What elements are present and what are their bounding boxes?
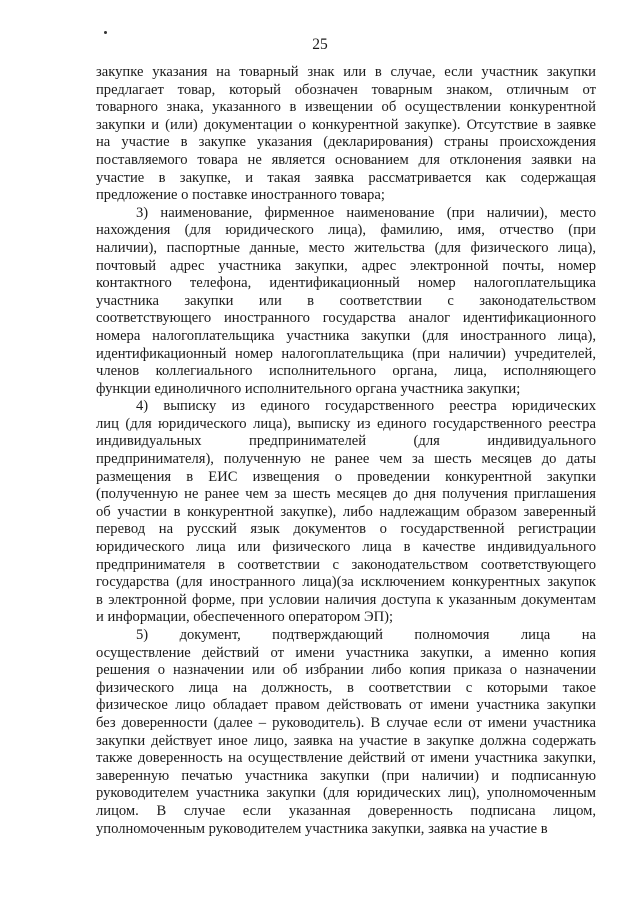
text-line: и информации, обеспеченного оператором ЭП); xyxy=(96,609,394,626)
text-line: 5) документ, подтверждающий полномочия лица на xyxy=(136,627,596,643)
text-line: идентификационный номер налогоплательщика (при наличии) учредителей, xyxy=(96,345,596,362)
scan-speck xyxy=(104,31,107,34)
text-line: юридического лица или физического лица в качестве индивидуального xyxy=(96,539,596,556)
text-line: об участии в конкурентной закупке), либо надлежащим образом заверенный xyxy=(96,503,596,520)
text-line: товарного знака, указанного в извещении об осуществлении конкурентной xyxy=(96,99,596,116)
text-line: индивидуальных предпринимателей (для индивидуального xyxy=(96,433,596,450)
text-line: функции единоличного исполнительного органа участника закупки; xyxy=(96,380,521,397)
text-line: физическое лицо обладает правом действовать от имени участника закупки xyxy=(96,697,596,714)
text-line: лиц (для юридического лица), выписку из единого государственного реестра xyxy=(96,415,596,432)
text-line: закупке указания на товарный знак или в случае, если участник закупки xyxy=(96,64,596,80)
text-line: лицом. В случае если указанная доверенность подписана лицом, xyxy=(96,802,596,819)
text-line: руководителем участника закупки (для юридических лиц), уполномоченным xyxy=(96,785,596,802)
text-line: поставляемого товара не является основанием для отклонения заявки на xyxy=(96,151,596,168)
text-line: без доверенности (далее – руководитель). В случае если от имени участника xyxy=(96,714,596,731)
text-line: почтовый адрес участника закупки, адрес электронной почты, номер xyxy=(96,257,596,274)
text-line: соответствующего иностранного государства аналог идентификационного xyxy=(96,310,596,327)
text-line: предпринимателя в соответствии с законодательством соответствующего xyxy=(96,556,596,573)
text-line: закупки и (или) документации о конкурентной закупке). Отсутствие в заявке xyxy=(96,116,596,133)
text-line: 3) наименование, фирменное наименование (при наличии), место xyxy=(136,204,596,221)
text-line: номера налогоплательщика участника закупки (для иностранного лица), xyxy=(96,327,596,344)
text-line: государства (для иностранного лица)(за исключением конкурентных закупок xyxy=(96,574,596,591)
text-line: на участие в закупке указания (декларирования) страны происхождения xyxy=(96,134,596,151)
text-line: осуществление действий от имени участника закупки, а именно копия xyxy=(96,644,596,661)
text-line: членов коллегиального исполнительного органа, лица, исполняющего xyxy=(96,363,596,380)
text-line: предложение о поставке иностранного товара; xyxy=(96,187,385,204)
text-line: размещения в ЕИС извещения о проведении конкурентной закупки xyxy=(96,468,596,485)
page-number: 25 xyxy=(312,36,328,53)
text-line: нахождения (для юридического лица), фамилию, имя, отчество (при xyxy=(96,222,596,239)
text-line: физического лица на должность, в соответствии с которыми такое xyxy=(96,679,596,696)
text-line: в электронной форме, при условии наличия доступа к указанным документам xyxy=(96,591,596,608)
text-line: закупки действует иное лицо, заявка на участие в закупке должна содержать xyxy=(96,732,596,749)
text-line: решения о назначении или об избрании либо копия приказа о назначении xyxy=(96,662,596,679)
text-line: (полученную не ранее чем за шесть месяцев до дня получения приглашения xyxy=(96,486,596,503)
text-line: участие в закупке, и такая заявка рассматривается как содержащая xyxy=(96,169,596,186)
text-line: перевод на русский язык документов о государственной регистрации xyxy=(96,521,596,538)
text-line: контактного телефона, идентификационный номер налогоплательщика xyxy=(96,275,596,292)
text-line: участника закупки или в соответствии с законодательством xyxy=(96,292,596,309)
text-line: заверенную печатью участника закупки (при наличии) и подписанную xyxy=(96,767,596,784)
text-line: также доверенность на осуществление действий от имени участника закупки, xyxy=(96,750,596,767)
text-line: предлагает товар, который обозначен товарным знаком, отличным от xyxy=(96,81,596,98)
text-line: уполномоченным руководителем участника закупки, заявка на участие в xyxy=(96,820,548,837)
text-line: 4) выписку из единого государственного реестра юридических xyxy=(136,398,596,415)
text-line: предпринимателя), полученную не ранее чем за шесть месяцев до даты xyxy=(96,451,596,468)
text-line: наличии), паспортные данные, место жительства (для физического лица), xyxy=(96,239,596,256)
body-text xyxy=(96,64,596,838)
